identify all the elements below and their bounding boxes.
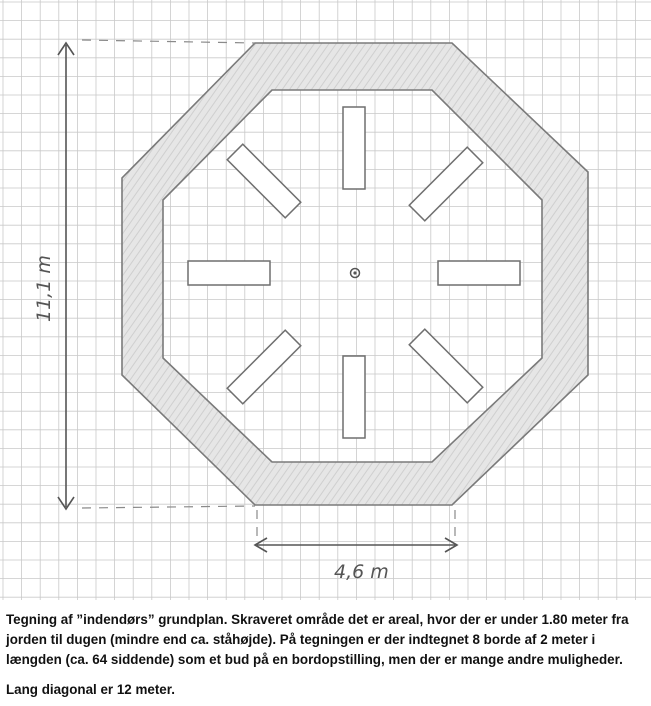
height-dimension-label: 11,1 m (33, 255, 55, 322)
table-bottom (343, 356, 365, 438)
table-top (343, 107, 365, 189)
figure-caption (6, 610, 646, 700)
table-lower-right (409, 329, 483, 403)
table-right (438, 261, 520, 285)
table-upper-right (409, 147, 483, 221)
caption-paragraph-2: Lang diagonal er 12 meter. (6, 682, 175, 697)
center-pole (351, 269, 360, 278)
width-dimension-label: 4,6 m (334, 561, 389, 583)
table-left (188, 261, 270, 285)
caption-paragraph-1: Tegning af ”indendørs” grundplan. Skraveret område det er areal, hvor der er under 1.80 meter fra jorden til dugen (mindre end ca. ståhøjde). På tegningen er der indtegnet 8 borde af 2 meter i længden (ca. 64 siddende) som et bud på en bordopstilling, men der er mange andre muligheder. (6, 612, 629, 667)
height-dimension-arrow (58, 43, 74, 509)
